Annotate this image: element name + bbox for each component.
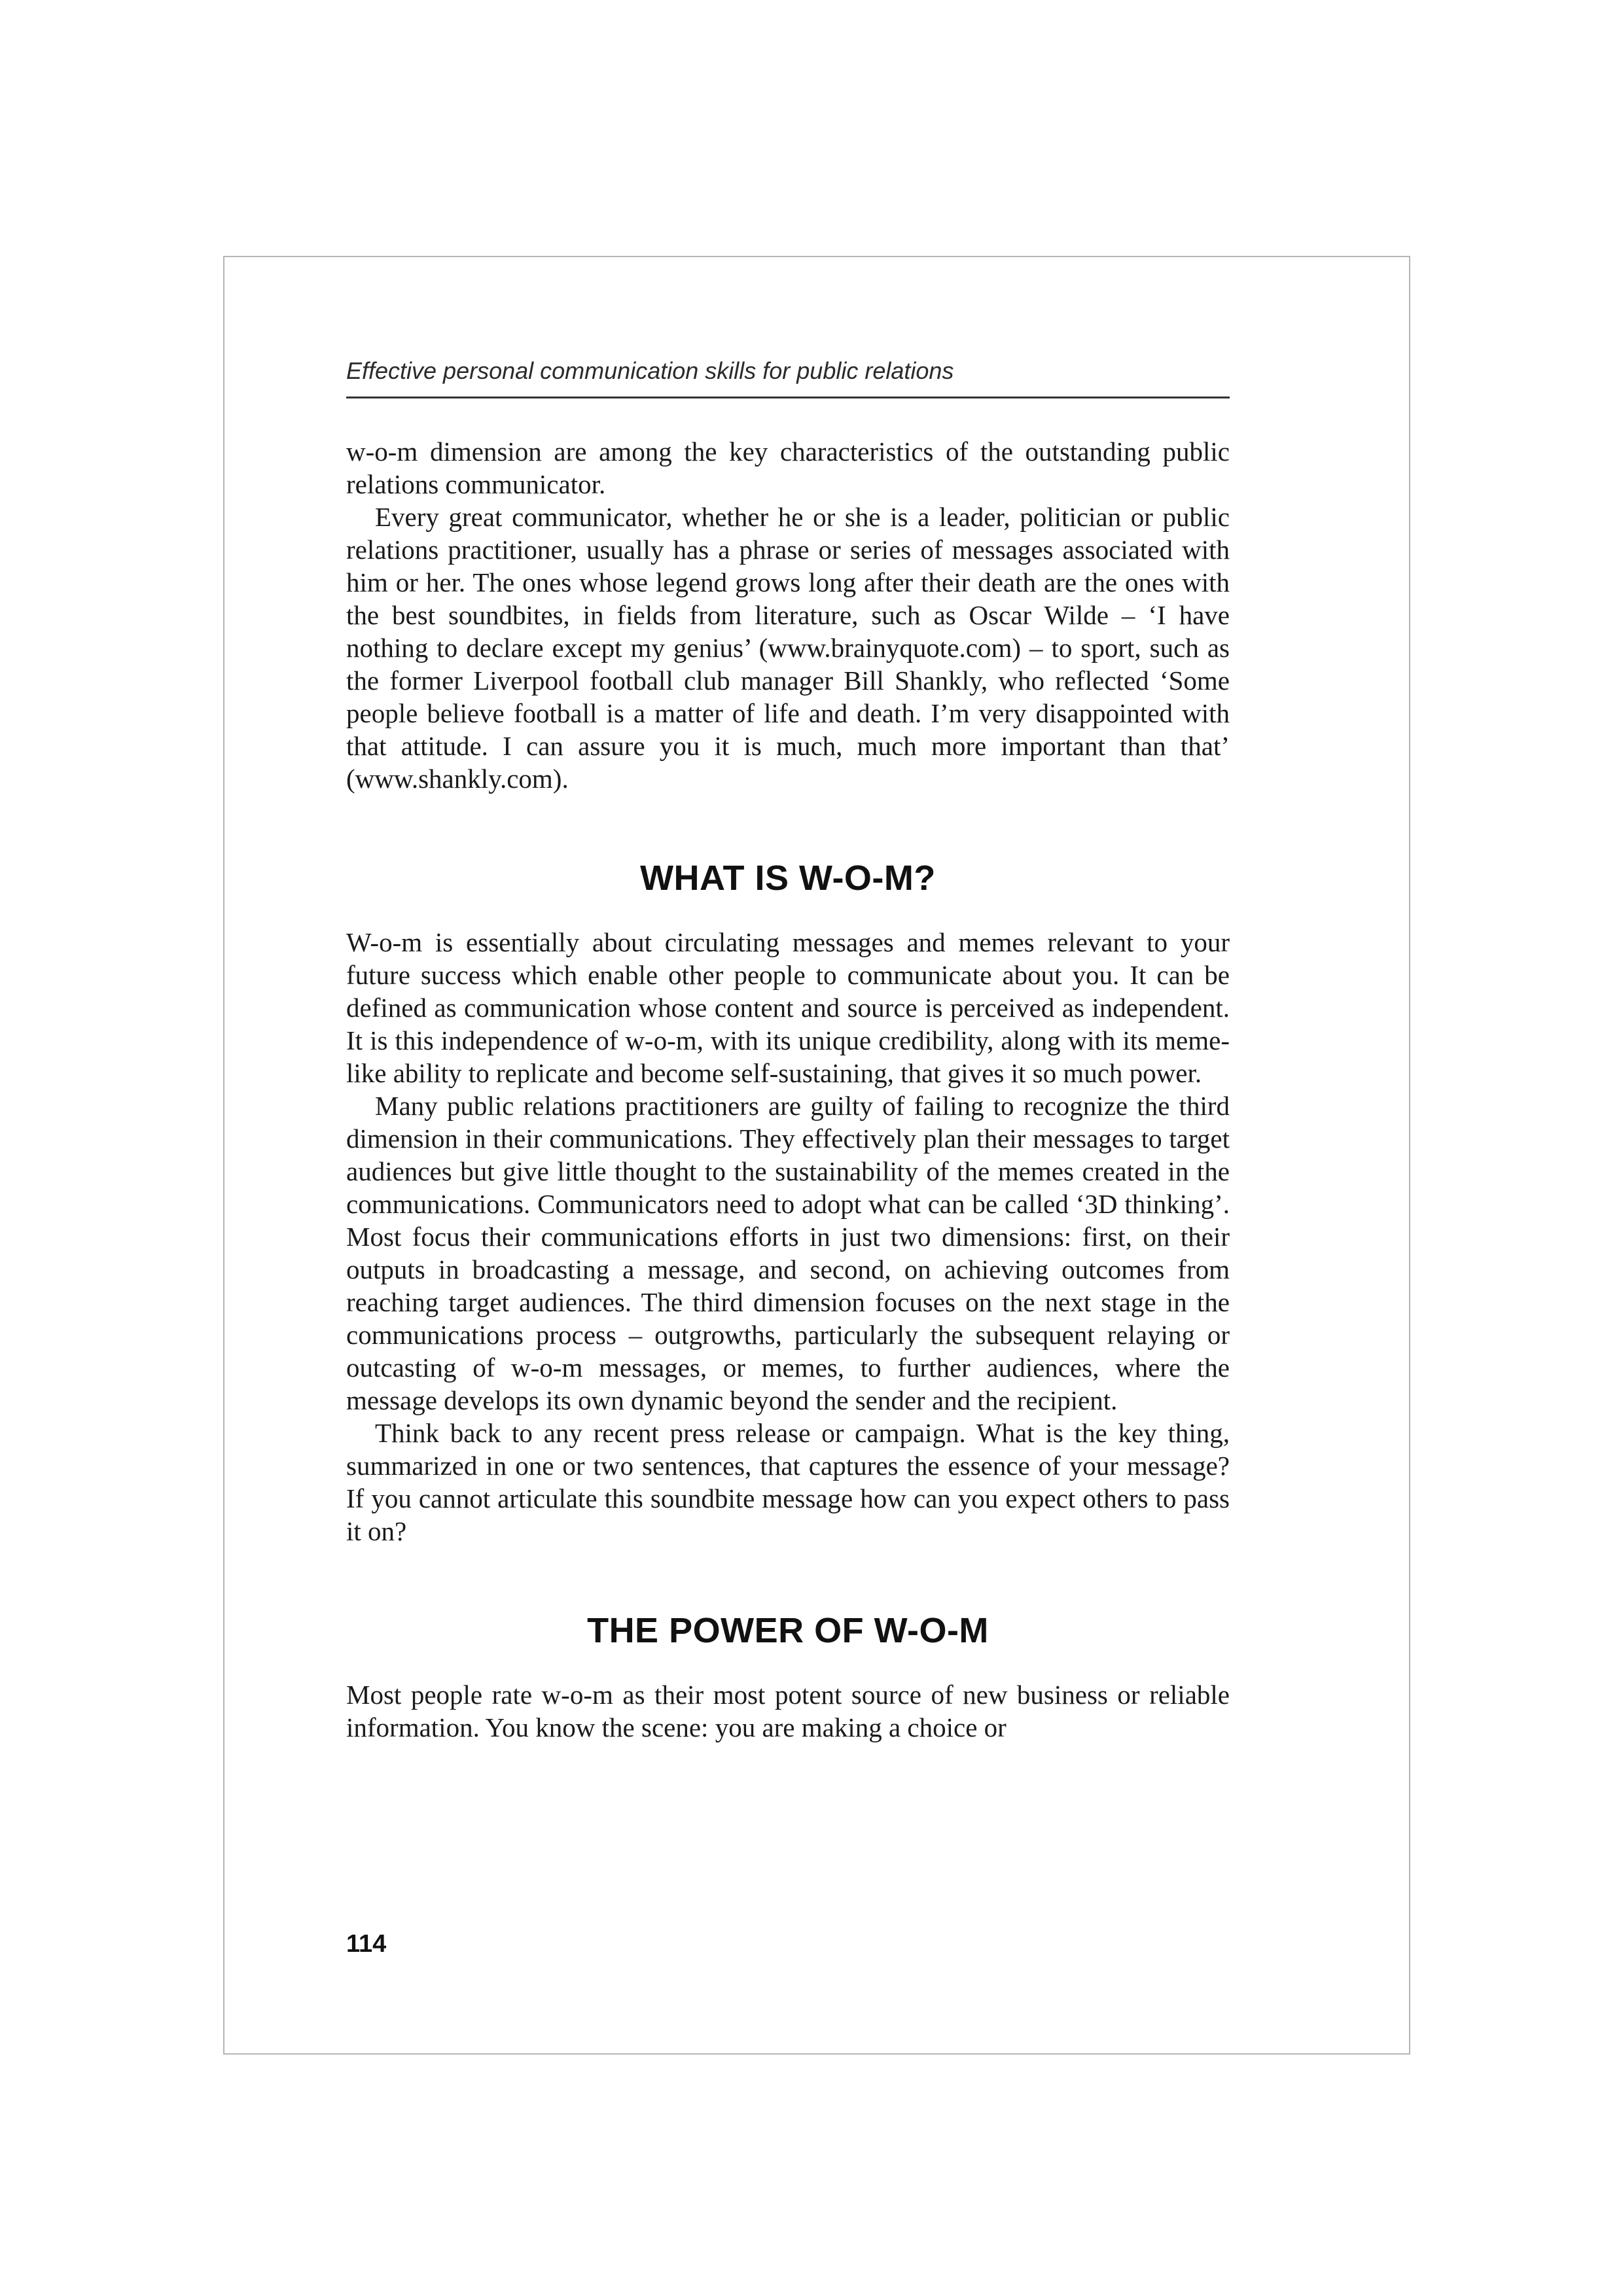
header-rule <box>346 397 1230 398</box>
body-text <box>346 435 1230 1744</box>
paragraph: Most people rate w-o-m as their most potent source of new business or reliable information. You know the scene: you are making a choice or <box>346 1680 1230 1742</box>
section-heading-what-is-wom: WHAT IS W-O-M? <box>640 858 936 898</box>
page-number: 114 <box>346 1930 387 1958</box>
section-heading-power-of-wom: THE POWER OF W-O-M <box>587 1611 989 1650</box>
paragraph: Think back to any recent press release or campaign. What is the key thing, summarized in one or two sentences, that captures the essence of your message? If you cannot articulate this soundbite message how can you expect others to pass it on? <box>346 1418 1230 1546</box>
running-head: Effective personal communication skills for public relations <box>346 357 954 384</box>
paragraph: Every great communicator, whether he or she is a leader, politician or public relations practitioner, usually has a phrase or series of messages associated with him or her. The ones whose legend grows long after their death are the ones with the best soundbites, in fields from literature, such as Oscar Wilde – ‘I have nothing to declare except my genius’ (www.brainyquote.com) – to sport, such as the former Liverpool football club manager Bill Shankly, who reflected ‘Some people believe football is a matter of life and death. I’m very disappointed with that attitude. I can assure you it is much, much more important than that’ (www.shankly.com). <box>346 502 1230 794</box>
paragraph: W-o-m is essentially about circulating messages and memes relevant to your future success which enable other people to communicate about you. It can be defined as communication whose content and source is perceived as independent. It is this independence of w-o-m, with its unique credibility, along with its meme-like ability to replicate and become self-sustaining, that gives it so much power. <box>346 927 1230 1088</box>
paragraph: Many public relations practitioners are guilty of failing to recognize the third dimension in their communications. They effectively plan their messages to target audiences but give little thought to the sustainability of the memes created in the communications. Communicators need to adopt what can be called ‘3D thinking’. Most focus their communications efforts in just two dimensions: first, on their outputs in broadcasting a message, and second, on achieving outcomes from reaching target audiences. The third dimension focuses on the next stage in the communications process – outgrowths, particularly the subsequent relaying or outcasting of w-o-m messages, or memes, to further audiences, where the message develops its own dynamic beyond the sender and the recipient. <box>346 1091 1230 1415</box>
paragraph-continuation: w-o-m dimension are among the key characteristics of the outstanding public relations communicator. <box>346 436 1230 499</box>
